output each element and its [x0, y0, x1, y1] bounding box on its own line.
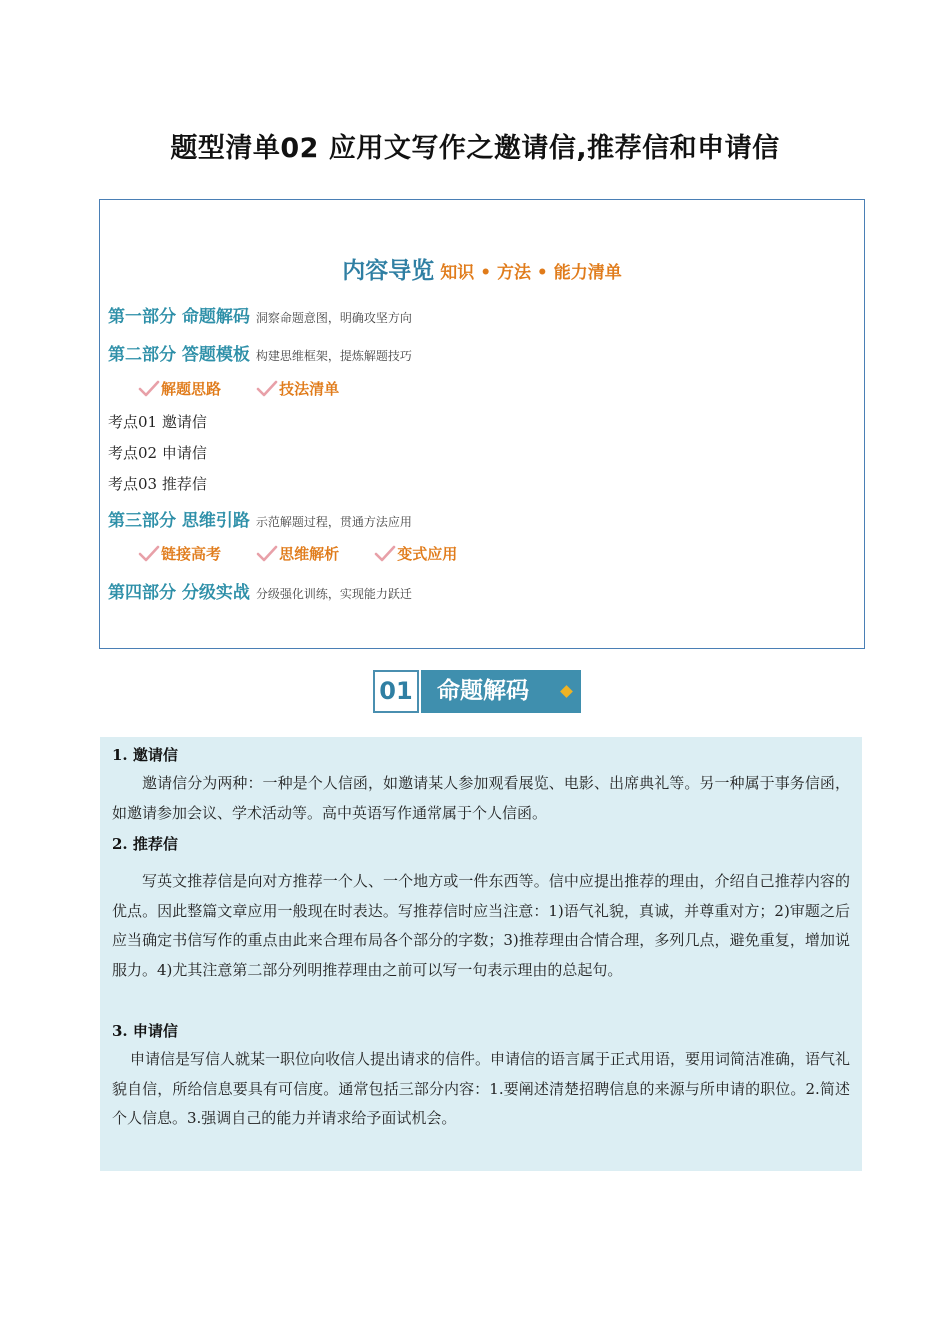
check-item	[256, 543, 339, 564]
check-mark-icon	[256, 380, 278, 398]
banner-label-text: 命题解码	[437, 678, 529, 704]
overview-subtitle: 知识 • 方法 • 能力清单	[440, 263, 622, 283]
part-2-checks	[138, 378, 369, 402]
section-3-text: 申请信是写信人就某一职位向收信人提出请求的信件。申请信的语言属于正式用语，要用词简洁准确，语气礼貌自信，所给信息要具有可信度。通常包括三部分内容：1.要阐述清楚招聘信息的来源与所申请的职位。2.简述个人信息。3.强调自己的能力并请求给予面试机会。	[112, 1050, 851, 1127]
content-panel	[100, 737, 862, 1171]
banner-label	[421, 670, 581, 713]
overview-heading	[100, 252, 864, 285]
part-4-title: 第四部分 分级实战	[108, 583, 250, 603]
check-label: 技法清单	[279, 380, 340, 398]
part-1	[108, 302, 412, 327]
part-3	[108, 506, 412, 531]
part-2	[108, 340, 412, 365]
kaodian-1: 考点01 邀请信	[108, 413, 207, 431]
part-1-desc: 洞察命题意图，明确攻坚方向	[255, 311, 412, 325]
section-2-text: 写英文推荐信是向对方推荐一个人、一个地方或一件东西等。信中应提出推荐的理由，介绍自己推荐内容的优点。因此整篇文章应用一般现在时表达。写推荐信时应当注意：1)语气礼貌，真诚，并尊重对方；2)审题之后应当确定书信写作的重点由此来合理布局各个部分的字数；3)推荐理由合情合理，多列几点，避免重复，增加说服力。4)尤其注意第二部分列明推荐理由之前可以写一句表示理由的总起句。	[112, 872, 850, 979]
part-3-title: 第三部分 思维引路	[108, 511, 250, 531]
check-mark-icon	[256, 545, 278, 563]
part-4	[108, 578, 412, 603]
section-2-heading: 2. 推荐信	[112, 835, 178, 853]
check-mark-icon	[374, 545, 396, 563]
section-1-text: 邀请信分为两种：一种是个人信函，如邀请某人参加观看展览、电影、出席典礼等。另一种属于事务信函，如邀请参加会议、学术活动等。高中英语写作通常属于个人信函。	[112, 774, 850, 822]
check-item	[256, 378, 339, 399]
check-mark-icon	[138, 545, 160, 563]
kaodian-2: 考点02 申请信	[108, 444, 207, 462]
section-banner	[373, 670, 581, 713]
check-item	[138, 378, 221, 399]
part-4-desc: 分级强化训练，实现能力跃迁	[255, 587, 412, 601]
overview-title: 内容导览	[342, 258, 435, 284]
part-2-title: 第二部分 答题模板	[108, 345, 250, 365]
check-label: 解题思路	[161, 380, 222, 398]
kaodian-3: 考点03 推荐信	[108, 475, 207, 493]
check-label: 变式应用	[397, 545, 458, 563]
part-2-desc: 构建思维框架，提炼解题技巧	[255, 349, 412, 363]
check-item	[138, 543, 221, 564]
check-mark-icon	[138, 380, 160, 398]
check-item	[374, 543, 457, 564]
check-label: 链接高考	[161, 545, 222, 563]
banner-number: 01	[373, 670, 419, 713]
page-title: 题型清单02 应用文写作之邀请信,推荐信和申请信	[170, 133, 780, 164]
section-3-heading: 3. 申请信	[112, 1022, 178, 1040]
part-1-title: 第一部分 命题解码	[108, 307, 250, 327]
part-3-desc: 示范解题过程，贯通方法应用	[255, 515, 412, 529]
part-3-checks	[138, 543, 487, 567]
diamond-icon	[560, 685, 573, 698]
content-overview-box	[99, 199, 865, 649]
section-1-heading: 1. 邀请信	[112, 746, 178, 764]
check-label: 思维解析	[279, 545, 340, 563]
